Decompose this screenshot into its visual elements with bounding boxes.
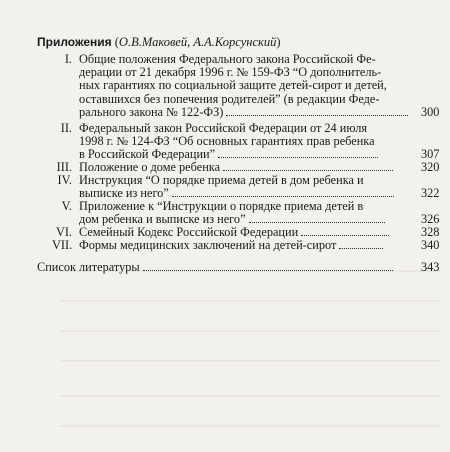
dot-leader <box>218 156 378 158</box>
dot-leader <box>339 247 383 249</box>
toc-entry-number: I. <box>64 52 72 66</box>
toc-entry-line: оставшихся без попечения родителей” (в редакции Феде- <box>79 91 380 106</box>
dot-leader <box>223 169 393 171</box>
toc-entry-line: 1998 г. № 124-ФЗ “Об основных гарантиях прав ребенка <box>79 134 375 149</box>
toc-entry-title <box>79 239 409 252</box>
toc-entry-page: 320 <box>421 160 440 174</box>
toc-entry-line: Общие положения Федерального закона Российской Фе- <box>79 52 376 66</box>
toc-entry-line: Положение о доме ребенка <box>79 160 221 174</box>
toc-entry-title <box>79 53 409 119</box>
toc-entry-number: III. <box>56 160 72 174</box>
show-through-line <box>60 395 440 397</box>
toc-entry-line: Приложение к “Инструкции о порядке приема детей в <box>79 199 364 213</box>
toc-entry-line: ных гарантиях по социальной защите детей-сирот и детей, <box>79 78 387 93</box>
show-through-line <box>60 360 440 362</box>
dot-leader <box>226 114 408 116</box>
open-paren: ( <box>114 35 119 49</box>
toc-entry-page: 328 <box>421 225 440 239</box>
dot-leader <box>301 234 389 236</box>
references-page: 343 <box>421 260 440 274</box>
dot-leader <box>172 195 394 197</box>
toc-entry-page: 300 <box>421 104 440 119</box>
toc-entry-page: 326 <box>421 212 440 227</box>
toc-entry-number: II. <box>60 121 72 135</box>
references-title <box>37 261 393 274</box>
show-through-line <box>60 425 440 427</box>
toc-entry-page: 340 <box>421 238 440 252</box>
toc-entry-number: VI. <box>55 225 72 239</box>
toc-entry-title <box>79 122 409 162</box>
toc-entry-line: дерации от 21 декабря 1996 г. № 159-ФЗ “О дополнитель- <box>79 65 382 80</box>
dot-leader <box>249 221 385 223</box>
toc-entry-page: 322 <box>421 186 440 201</box>
toc-entry-line: в Российской Федерации” <box>79 147 216 162</box>
toc-entry-page: 307 <box>421 147 440 162</box>
toc-entry-title <box>79 200 409 226</box>
toc-entry-number: VII. <box>52 238 73 252</box>
toc-entry-title <box>79 174 409 200</box>
close-paren: ) <box>276 35 281 49</box>
toc-entry-line: дом ребенка и выписке из него” <box>79 212 246 227</box>
toc-entry-line: Формы медицинских заключений на детей-сирот <box>79 238 337 252</box>
show-through-line <box>60 300 440 302</box>
references-label: Список литературы <box>37 260 140 274</box>
dot-leader <box>143 269 393 271</box>
toc-entry-line: рального закона № 122-ФЗ) <box>79 104 224 119</box>
section-heading <box>37 35 281 50</box>
toc-entry-line: выписке из него” <box>79 186 169 201</box>
toc-entry-line: Инструкция “О порядке приема детей в дом ребенка и <box>79 173 364 187</box>
show-through-line <box>60 330 440 332</box>
toc-entry-line: Федеральный закон Российской Федерации от 24 июля <box>79 121 368 135</box>
toc-entry-line: Семейный Кодекс Российской Федерации <box>79 225 299 239</box>
section-authors: О.В.Маковей, А.А.Корсунский <box>118 35 277 49</box>
toc-entry-number: IV. <box>57 173 72 187</box>
toc-entry-number: V. <box>61 199 72 213</box>
section-heading-label: Приложения <box>37 35 112 49</box>
